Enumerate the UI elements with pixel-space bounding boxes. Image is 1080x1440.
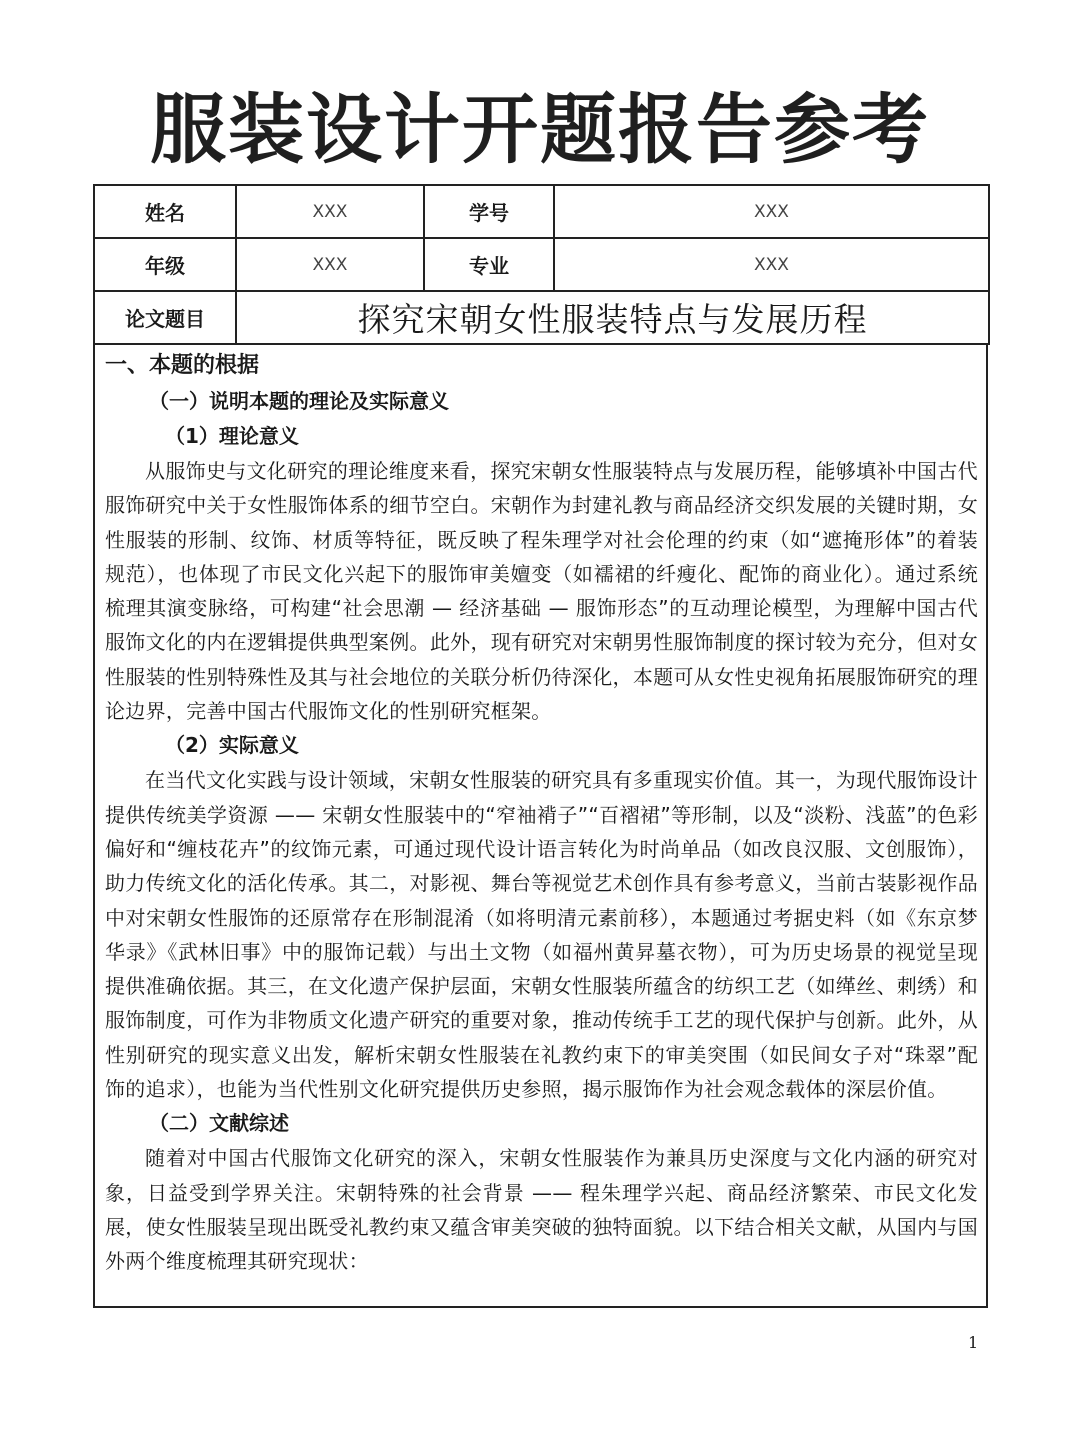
practice-paragraph: 在当代文化实践与设计领域，宋朝女性服装的研究具有多重现实价值。其一，为现代服饰设计提供传统美学资源 —— 宋朝女性服装中的“窄袖褙子”“百褶裙”等形制，以及“淡粉、浅蓝”的色彩偏好和“缠枝花卉”的纹饰元素，可通过现代设计语言转化为时尚单品（如改良汉服、文创服饰），助力传统文化的活化传承。其二，对影视、舞台等视觉艺术创作具有参考意义，当前古装影视作品中对宋朝女性服饰的还原常存在形制混淆（如将明清元素前移），本题通过考据史料（如《东京梦华录》《武林旧事》中的服饰记载）与出土文物（如福州黄昇墓衣物），可为历史场景的视觉呈现提供准确依据。其三，在文化遗产保护层面，宋朝女性服装所蕴含的纺织工艺（如缂丝、刺绣）和服饰制度，可作为非物质文化遗产研究的重要对象，推动传统手工艺的现代保护与创新。此外，从性别研究的现实意义出发，解析宋朝女性服装在礼教约束下的审美突围（如民间女子对“珠翠”配饰的追求），也能为当代性别文化研究提供历史参照，揭示服饰作为社会观念载体的深层价值。 xyxy=(105,768,978,1102)
info-row-grade xyxy=(94,238,989,291)
review-paragraph: 随着对中国古代服饰文化研究的深入，宋朝女性服装作为兼具历史深度与文化内涵的研究对象，日益受到学界关注。宋朝特殊的社会背景 —— 程朱理学兴起、商品经济繁荣、市民文化发展，使女性服装呈现出既受礼教约束又蕴含审美突破的独特面貌。以下结合相关文献，从国内与国外两个维度梳理其研究现状： xyxy=(105,1146,978,1274)
theory-heading: （1）理论意义 xyxy=(165,424,299,448)
sub1-heading: （一）说明本题的理论及实际意义 xyxy=(149,389,449,413)
content-box xyxy=(93,344,988,1308)
name-value: XXX xyxy=(236,185,424,238)
info-table xyxy=(93,184,990,345)
info-row-name xyxy=(94,185,989,238)
major-value: XXX xyxy=(554,238,989,291)
thesis-title: 探究宋朝女性服装特点与发展历程 xyxy=(236,291,989,344)
thesis-label: 论文题目 xyxy=(94,291,236,344)
grade-label: 年级 xyxy=(94,238,236,291)
document-title: 服装设计开题报告参考 xyxy=(150,85,930,174)
student-id-label: 学号 xyxy=(424,185,554,238)
name-label: 姓名 xyxy=(94,185,236,238)
grade-value: XXX xyxy=(236,238,424,291)
section1-heading: 一、本题的根据 xyxy=(105,353,260,378)
sub2-heading: （二）文献综述 xyxy=(149,1111,289,1136)
theory-paragraph: 从服饰史与文化研究的理论维度来看，探究宋朝女性服装特点与发展历程，能够填补中国古代服饰研究中关于女性服饰体系的细节空白。宋朝作为封建礼教与商品经济交织发展的关键时期，女性服装的形制、纹饰、材质等特征，既反映了程朱理学对社会伦理的约束（如“遮掩形体”的着装规范），也体现了市民文化兴起下的服饰审美嬗变（如襦裙的纤瘦化、配饰的商业化）。通过系统梳理其演变脉络，可构建“社会思潮 — 经济基础 — 服饰形态”的互动理论模型，为理解中国古代服饰文化的内在逻辑提供典型案例。此外，现有研究对宋朝男性服饰制度的探讨较为充分，但对女性服装的性别特殊性及其与社会地位的关联分析仍待深化，本题可从女性史视角拓展服饰研究的理论边界，完善中国古代服饰文化的性别研究框架。 xyxy=(105,459,978,724)
student-id-value: XXX xyxy=(554,185,989,238)
page-number: 1 xyxy=(968,1333,979,1352)
content-body xyxy=(95,344,986,1279)
major-label: 专业 xyxy=(424,238,554,291)
info-row-thesis xyxy=(94,291,989,344)
practice-heading: （2）实际意义 xyxy=(165,733,299,758)
